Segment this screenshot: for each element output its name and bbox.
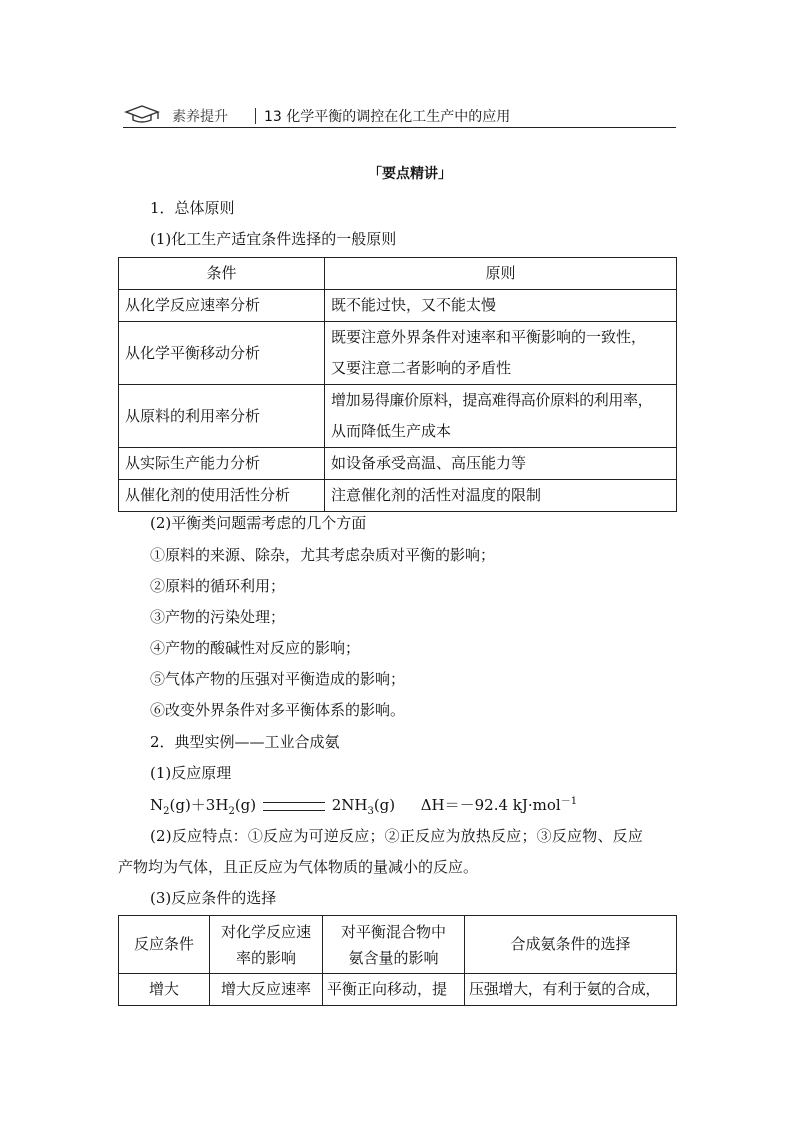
header-rate-effect: 对化学反应速 率的影响	[210, 916, 323, 974]
chapter-title: 13 化学平衡的调控在化工生产中的应用	[264, 109, 511, 125]
condition-cell: 从催化剂的使用活性分析	[119, 480, 325, 512]
list-item: ④产物的酸碱性对反应的影响；	[150, 639, 361, 657]
condition-cell: 从原料的利用率分析	[119, 385, 325, 448]
table-header-row	[119, 916, 677, 974]
section1-title: 1．总体原则	[150, 199, 235, 217]
section2-sub3: (3)反应条件的选择	[150, 889, 277, 907]
condition-choice-cell: 压强增大，有利于氨的合成，	[465, 974, 677, 1006]
reaction-equation: $N_2(g)+3H_2(g)$ $2NH_3(g)$ ΔH＝－92.4 kJ·mol$^{-1}$	[150, 796, 578, 817]
condition-cell: 从化学平衡移动分析	[119, 322, 325, 385]
table-row	[119, 322, 677, 385]
rate-effect-cell: 增大反应速率	[210, 974, 323, 1006]
principles-table	[118, 257, 677, 512]
section2-sub2-line1: (2)反应特点：①反应为可逆反应；②正反应为放热反应；③反应物、反应	[150, 827, 644, 845]
list-item: ②原料的循环利用；	[150, 577, 286, 595]
table-row	[119, 448, 677, 480]
header-condition-choice: 合成氨条件的选择	[465, 916, 677, 974]
section1-sub2: (2)平衡类问题需考虑的几个方面	[150, 514, 367, 532]
section1-sub1: (1)化工生产适宜条件选择的一般原则	[150, 230, 397, 248]
principle-cell: 注意催化剂的活性对温度的限制	[325, 480, 677, 512]
enthalpy-change: ΔH＝－92.4 kJ·mol	[420, 796, 561, 814]
condition-cell: 从实际生产能力分析	[119, 448, 325, 480]
list-item: ⑥改变外界条件对多平衡体系的影响。	[150, 701, 406, 719]
principle-cell: 如设备承受高温、高压能力等	[325, 448, 677, 480]
section2-sub1: (1)反应原理	[150, 764, 232, 782]
section2-title: 2．典型实例——工业合成氨	[150, 733, 340, 751]
equilibrium-sign	[263, 802, 325, 811]
header-ammonia-effect: 对平衡混合物中 氨含量的影响	[323, 916, 465, 974]
list-item: ⑤气体产物的压强对平衡造成的影响；	[150, 670, 406, 688]
principle-line: 增加易得廉价原料，提高难得高价原料的利用率，	[331, 391, 653, 409]
header-principle: 原则	[325, 258, 677, 290]
principle-line: 又要注意二者影响的矛盾性	[331, 359, 512, 377]
principle-line: 既要注意外界条件对速率和平衡影响的一致性，	[331, 328, 647, 346]
header-reaction-condition: 反应条件	[119, 916, 210, 974]
principle-cell	[325, 322, 677, 385]
conditions-table	[118, 915, 677, 1006]
table-row	[119, 974, 677, 1006]
condition-cell: 增大	[119, 974, 210, 1006]
list-item: ③产物的污染处理；	[150, 608, 286, 626]
graduation-cap-icon	[124, 104, 162, 128]
table-header-row	[119, 258, 677, 290]
header-separator	[255, 108, 256, 124]
header-condition: 条件	[119, 258, 325, 290]
table-row	[119, 290, 677, 322]
list-item: ①原料的来源、除杂，尤其考虑杂质对平衡的影响；	[150, 546, 496, 564]
condition-cell: 从化学反应速率分析	[119, 290, 325, 322]
ammonia-effect-cell: 平衡正向移动，提	[323, 974, 465, 1006]
table-row	[119, 480, 677, 512]
section-title: 素养提升	[172, 109, 228, 125]
principle-line: 从而降低生产成本	[331, 422, 452, 440]
principle-cell	[325, 385, 677, 448]
header-rule	[123, 127, 676, 128]
section2-sub2-line2: 产物均为气体，且正反应为气体物质的量减小的反应。	[118, 858, 479, 876]
principle-cell: 既不能过快，又不能太慢	[325, 290, 677, 322]
key-points-heading: 「要点精讲」	[368, 166, 452, 182]
table-row	[119, 385, 677, 448]
